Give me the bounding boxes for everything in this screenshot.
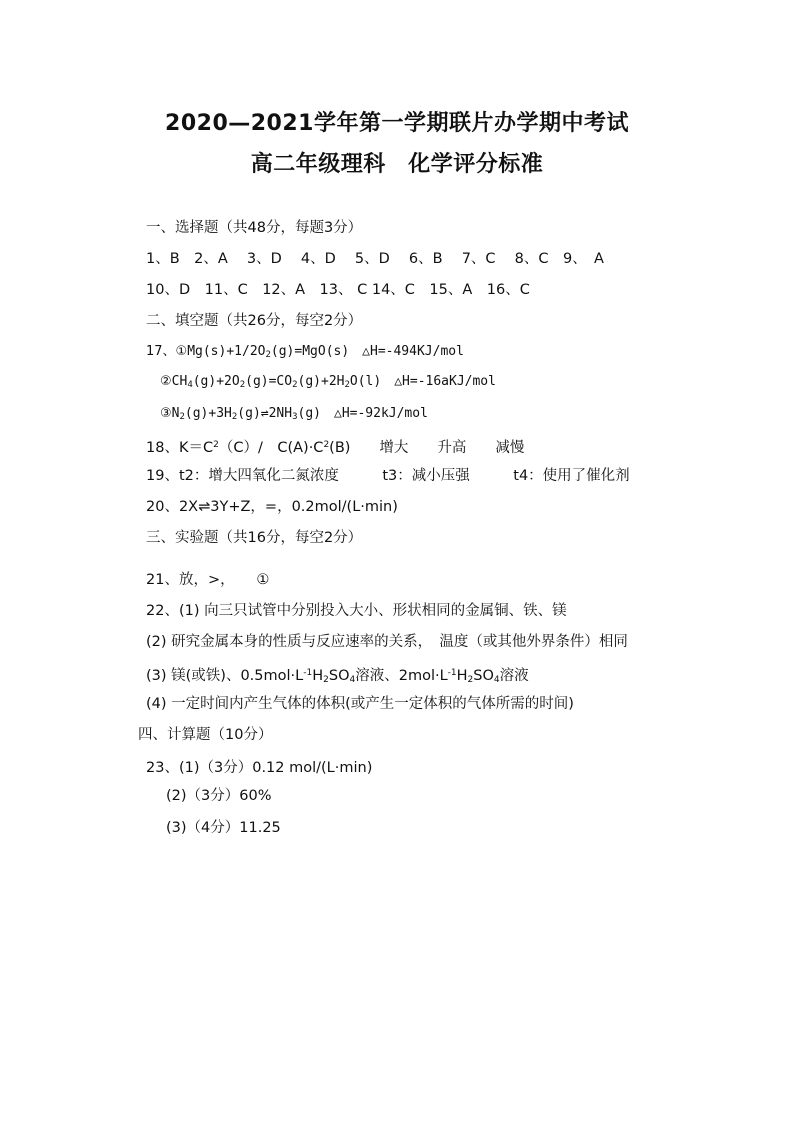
q22-part1: 22、(1) 向三只试管中分别投入大小、形状相同的金属铜、铁、镁 — [146, 603, 567, 619]
q17-eq2-mark: ② — [160, 374, 172, 389]
document-subtitle: 高二年级理科 化学评分标准 — [250, 152, 544, 177]
q17-eq3: $③N_2(g)+3H_2(g)\rightleftharpoons 2NH_3(g)$ △H=-92kJ/mol — [160, 406, 428, 422]
q19-answer: 19、t2：增大四氧化二氮浓度 t3：减小压强 t4：使用了催化剂 — [146, 468, 630, 484]
document-title: 2020—2021学年第一学期联片办学期中考试 — [165, 111, 629, 136]
q17-label: 17、 — [146, 344, 176, 359]
q22-part3: (3) 镁(或铁)、$0.5mol\cdot L^{-1}H_2SO_4$溶液、$2mol\cdot L^{-1}H_2SO_4$溶液 — [146, 668, 529, 685]
q17-eq1-mark: ① — [175, 344, 188, 359]
q22-part4: (4) 一定时间内产生气体的体积(或产生一定体积的气体所需的时间) — [146, 696, 574, 712]
q23-part3: (3)（4分）11.25 — [166, 820, 281, 836]
q17-eq1: 17、$①Mg(s)+1/2O_2(g)=MgO(s)$ △H=-494KJ/mol — [146, 344, 464, 360]
mc-answers-row2: 10、D 11、C 12、A 13、 C 14、C 15、A 16、C — [146, 282, 530, 298]
q22-part2: (2) 研究金属本身的性质与反应速率的关系， 温度（或其他外界条件）相同 — [146, 634, 628, 650]
q21-answer: 21、放，>， ① — [146, 572, 270, 588]
section1-heading: 一、选择题（共48分，每题3分） — [146, 220, 363, 236]
q23-part2: (2)（3分）60% — [166, 788, 272, 804]
section4-heading: 四、计算题（10分） — [138, 727, 273, 743]
q18-answer: 18、$K=C^2(C)/$ $C(A)\cdot C^2(B)$ 增大 升高 减慢 — [146, 440, 525, 456]
q17-eq3-mark: ③ — [160, 406, 172, 421]
q23-part1: 23、(1)（3分）0.12 mol/(L·min) — [146, 760, 373, 776]
section3-heading: 三、实验题（共16分，每空2分） — [146, 530, 363, 546]
q20-answer: 20、2X⇌3Y+Z，=，0.2mol/(L·min) — [146, 499, 398, 515]
section2-heading: 二、填空题（共26分，每空2分） — [146, 313, 363, 329]
mc-answers-row1: 1、B 2、A 3、D 4、D 5、D 6、B 7、C 8、C 9、 A — [146, 251, 604, 267]
q17-eq2: $②CH_4(g)+2O_2(g)=CO_2(g)+2H_2O(l)$ △H=-16aKJ/mol — [160, 374, 496, 390]
